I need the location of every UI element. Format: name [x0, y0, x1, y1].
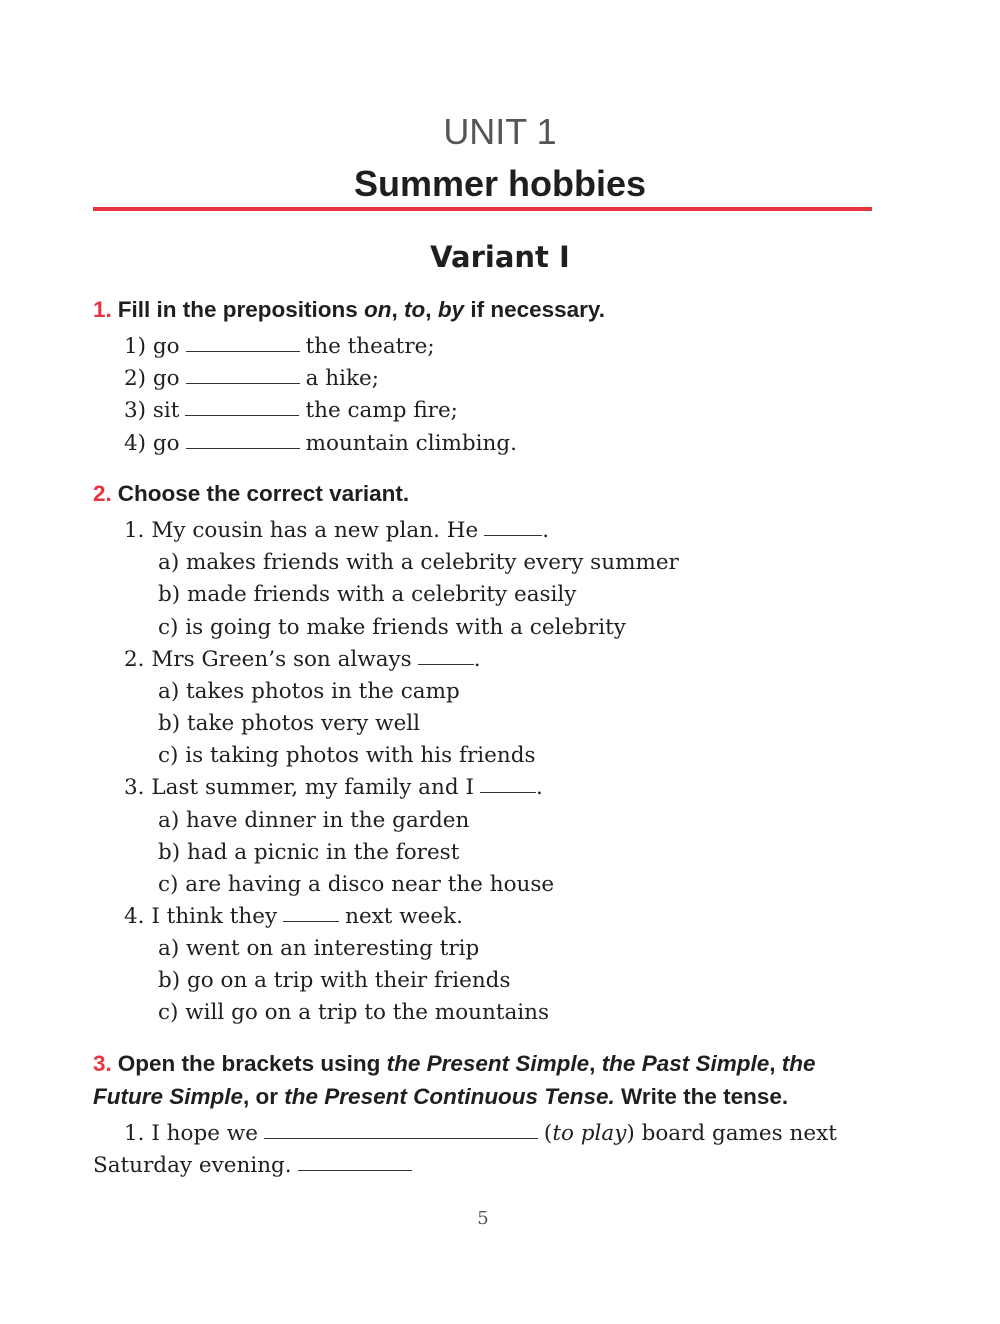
page-number: 5	[477, 1208, 489, 1229]
option[interactable]: c) will go on a trip to the mountains	[158, 1000, 550, 1025]
task-2-instruction: 2. Choose the correct variant.	[93, 481, 410, 506]
list-item: 3) sit the camp fire;	[124, 398, 458, 423]
option[interactable]: c) is going to make friends with a celebrity	[158, 615, 626, 640]
tense-blank[interactable]	[298, 1169, 412, 1171]
task-1-instruction: 1. Fill in the prepositions on, to, by if necessary.	[93, 297, 605, 322]
variant-heading: Variant I	[430, 240, 570, 274]
title-divider	[93, 207, 872, 211]
page-title: Summer hobbies	[353, 163, 647, 204]
option[interactable]: c) are having a disco near the house	[158, 872, 555, 897]
answer-blank[interactable]	[185, 414, 299, 416]
list-item: 2) go a hike;	[124, 366, 379, 391]
option[interactable]: b) take photos very well	[158, 711, 421, 736]
answer-blank[interactable]	[283, 920, 339, 922]
option[interactable]: b) made friends with a celebrity easily	[158, 582, 577, 607]
option[interactable]: c) is taking photos with his friends	[158, 743, 536, 768]
option[interactable]: a) makes friends with a celebrity every summer	[158, 550, 679, 575]
answer-blank[interactable]	[186, 447, 300, 449]
task-number: 2.	[93, 481, 112, 506]
answer-blank[interactable]	[186, 382, 300, 384]
option[interactable]: b) had a picnic in the forest	[158, 840, 460, 865]
option[interactable]: b) go on a trip with their friends	[158, 968, 511, 993]
question: 4. I think they next week.	[124, 904, 463, 929]
question: 2. Mrs Green’s son always .	[124, 647, 481, 672]
answer-blank[interactable]	[264, 1137, 538, 1139]
task-number: 1.	[93, 297, 112, 322]
unit-label: UNIT 1	[443, 111, 557, 152]
exercise-line: Saturday evening.	[93, 1150, 418, 1182]
option[interactable]: a) takes photos in the camp	[158, 679, 460, 704]
option[interactable]: a) have dinner in the garden	[158, 808, 470, 833]
task-number: 3.	[93, 1051, 112, 1076]
exercise-line: 1. I hope we (to play) board games next	[124, 1121, 837, 1146]
question: 1. My cousin has a new plan. He .	[124, 518, 550, 543]
list-item: 1) go the theatre;	[124, 334, 435, 359]
list-item: 4) go mountain climbing.	[124, 431, 517, 456]
task-3-instruction: 3. Open the brackets using the Present Simple, the Past Simple, the Future Simple, or the Present Continuous Tense. Write the tense.	[93, 1051, 816, 1109]
answer-blank[interactable]	[480, 791, 536, 793]
question: 3. Last summer, my family and I .	[124, 775, 543, 800]
answer-blank[interactable]	[418, 663, 474, 665]
answer-blank[interactable]	[186, 350, 300, 352]
option[interactable]: a) went on an interesting trip	[158, 936, 480, 961]
answer-blank[interactable]	[484, 534, 542, 536]
